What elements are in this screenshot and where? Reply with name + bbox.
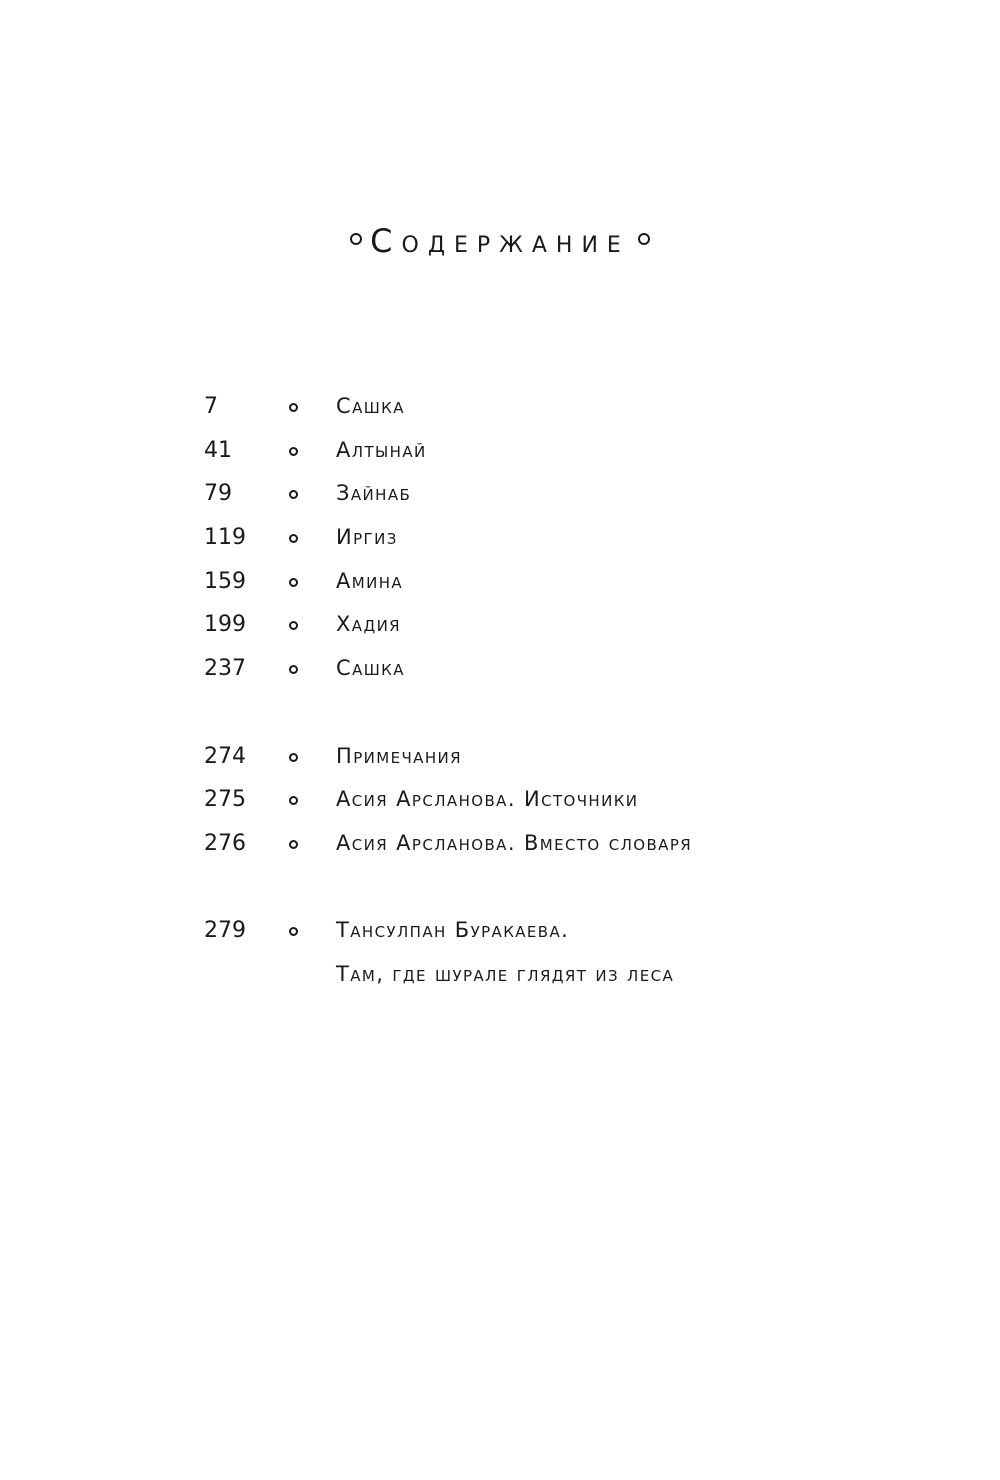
circle-bullet-icon — [289, 447, 298, 456]
toc-entry-title: Асия Арсланова. Источники — [336, 787, 639, 812]
toc-entry-title: Алтынай — [336, 437, 427, 462]
toc-entry-continuation[interactable] — [204, 953, 844, 997]
page-title-text: Содержание — [370, 222, 630, 261]
toc-entry-title: Амина — [336, 568, 404, 593]
toc-entry-title: Иргиз — [336, 525, 398, 550]
circle-bullet-icon — [289, 840, 298, 849]
toc-group-afterword — [204, 909, 844, 996]
toc-page-number: 276 — [204, 830, 246, 856]
page-title — [0, 213, 1000, 269]
toc-group-chapters — [204, 385, 844, 691]
table-of-contents — [204, 385, 844, 1040]
toc-entry-title: Тансулпан Буракаева. — [336, 918, 570, 943]
toc-entry[interactable] — [204, 472, 844, 516]
toc-group-appendix — [204, 735, 844, 866]
toc-page-number: 79 — [204, 481, 232, 507]
toc-entry[interactable] — [204, 822, 844, 866]
toc-page-number: 279 — [204, 918, 246, 944]
circle-bullet-icon — [289, 578, 298, 587]
circle-bullet-icon — [289, 665, 298, 674]
toc-entry[interactable] — [204, 429, 844, 473]
circle-bullet-icon — [289, 621, 298, 630]
toc-entry[interactable] — [204, 778, 844, 822]
circle-bullet-icon — [638, 233, 650, 245]
toc-entry[interactable] — [204, 647, 844, 691]
toc-entry-title: Сашка — [336, 394, 405, 418]
circle-bullet-icon — [350, 233, 362, 245]
toc-entry-title: Асия Арсланова. Вместо словаря — [336, 830, 693, 855]
toc-entry[interactable] — [204, 909, 844, 953]
toc-page-number: 7 — [204, 394, 218, 419]
circle-bullet-icon — [289, 490, 298, 499]
toc-entry[interactable] — [204, 516, 844, 560]
toc-page-number: 119 — [204, 525, 246, 551]
toc-page-number: 237 — [204, 656, 246, 682]
toc-entry[interactable] — [204, 560, 844, 604]
circle-bullet-icon — [289, 534, 298, 543]
toc-page-number: 199 — [204, 612, 246, 638]
circle-bullet-icon — [289, 927, 298, 936]
toc-entry-title: Сашка — [336, 656, 405, 681]
toc-entry-title: Хадия — [336, 612, 402, 637]
toc-entry-title: Зайнаб — [336, 481, 412, 506]
toc-entry-title: Примечания — [336, 743, 462, 768]
toc-entry[interactable] — [204, 735, 844, 779]
toc-entry[interactable] — [204, 603, 844, 647]
circle-bullet-icon — [289, 796, 298, 805]
circle-bullet-icon — [289, 753, 298, 762]
toc-entry-subtitle: Там, где шурале глядят из леса — [336, 961, 675, 986]
circle-bullet-icon — [289, 403, 298, 412]
toc-entry[interactable] — [204, 385, 844, 429]
toc-page-number: 275 — [204, 787, 246, 813]
toc-page-number: 274 — [204, 743, 246, 769]
toc-page-number: 159 — [204, 568, 246, 594]
toc-page-number: 41 — [204, 437, 232, 463]
